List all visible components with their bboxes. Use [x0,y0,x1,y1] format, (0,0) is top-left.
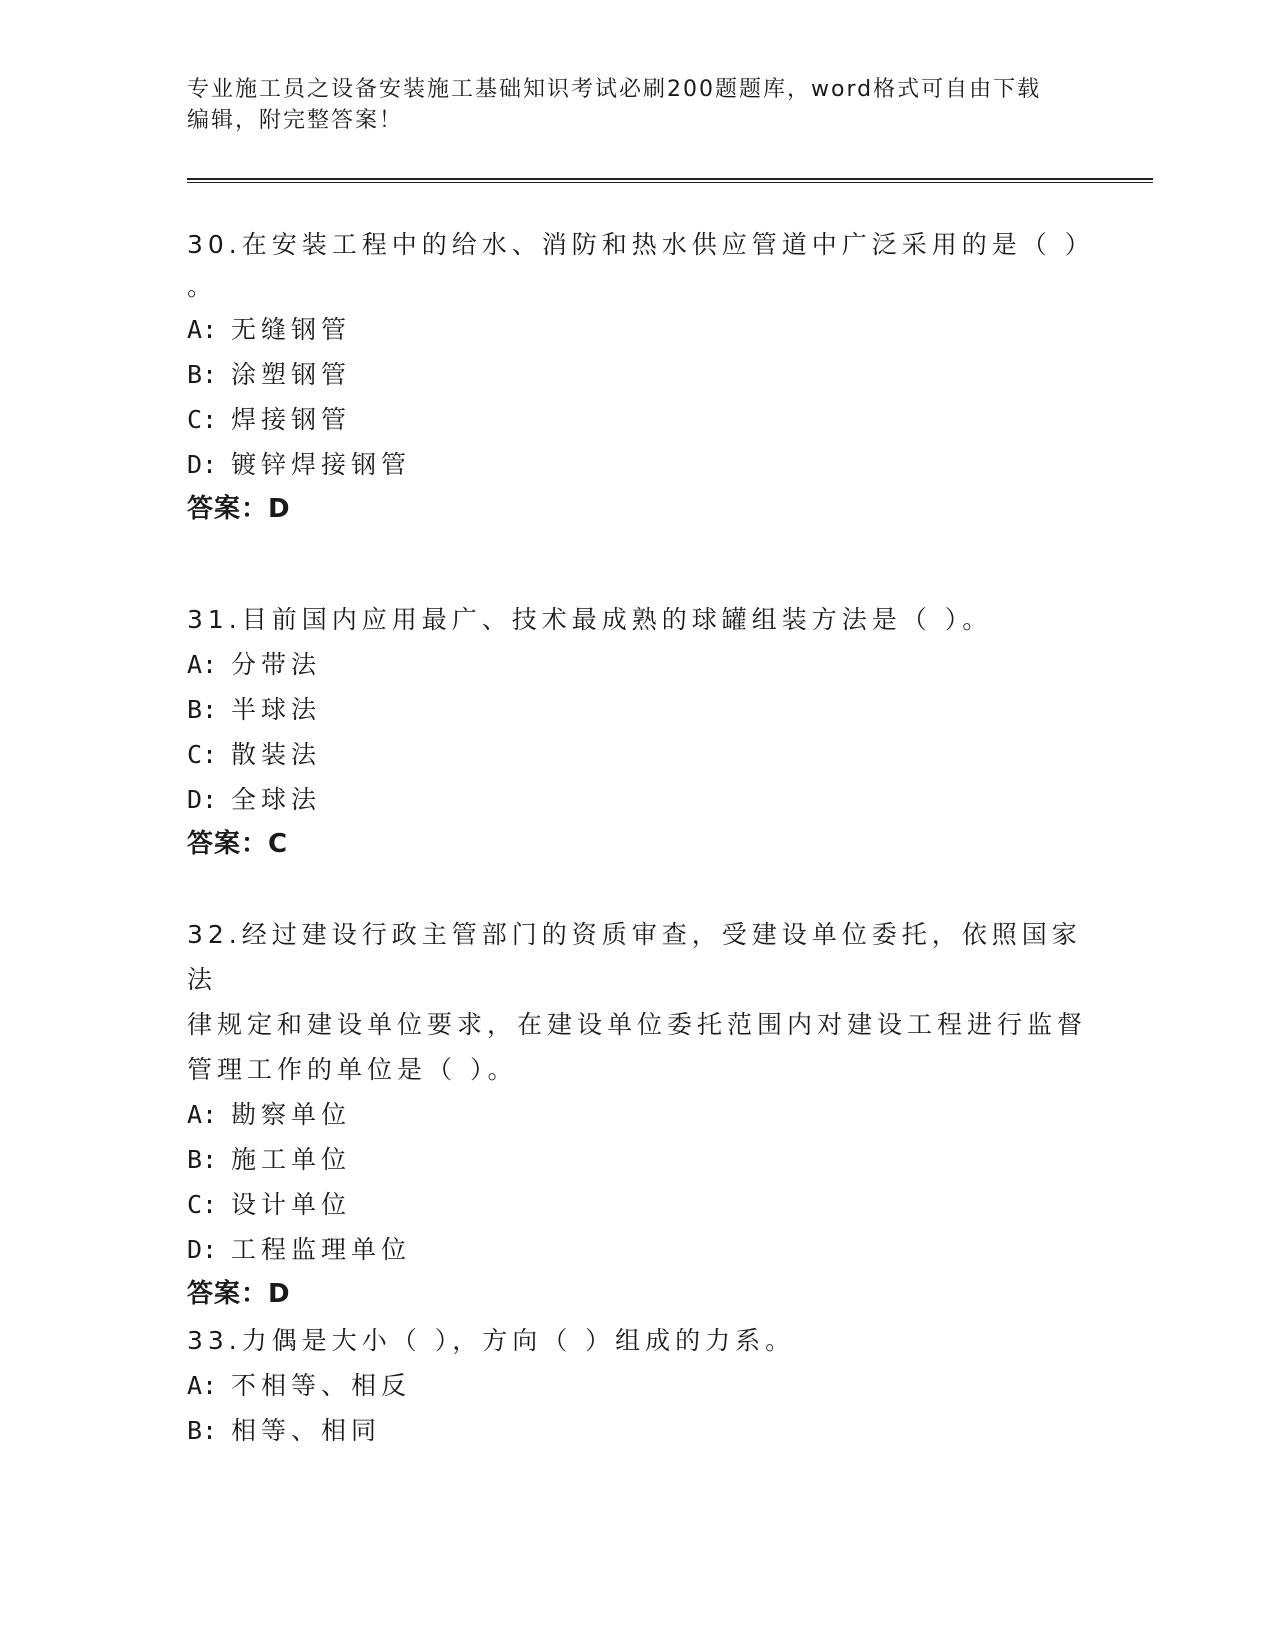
option-c [187,1182,1087,1227]
question-stem: 30.在安装工程中的给水、消防和热水供应管道中广泛采用的是（ ） [187,230,1095,259]
question-stem-cont: 管理工作的单位是（ ）。 [187,1055,518,1084]
option-c [187,732,1087,777]
option-text: 设计单位 [231,1190,352,1219]
header-divider [187,178,1153,183]
option-letter: C: [187,740,218,769]
option-text: 全球法 [231,785,322,814]
answer: 答案：D [187,494,291,524]
option-letter: B: [187,695,218,724]
question-stem: 33.力偶是大小（ ），方向（ ）组成的力系。 [187,1326,796,1355]
option-text: 不相等、相反 [231,1371,412,1400]
question-stem-cont: 律规定和建设单位要求，在建设单位委托范围内对建设工程进行监督 [187,1010,1088,1039]
option-a [187,1363,1087,1408]
option-text: 焊接钢管 [231,405,352,434]
question-30 [187,222,1095,532]
option-d [187,1227,1087,1272]
option-text: 半球法 [231,695,322,724]
header-line-2: 编辑，附完整答案！ [187,108,404,133]
option-letter: A: [187,315,218,344]
option-b [187,1137,1087,1182]
option-text: 散装法 [231,740,322,769]
option-a [187,307,1087,352]
option-c [187,397,1087,442]
question-32 [187,912,1087,1317]
option-letter: B: [187,360,218,389]
option-letter: A: [187,1100,218,1129]
option-letter: B: [187,1416,218,1445]
option-d [187,777,1087,822]
option-text: 施工单位 [231,1145,352,1174]
header-line-1: 专业施工员之设备安装施工基础知识考试必刷200题题库，word格式可自由下载 [187,77,1042,102]
option-text: 勘察单位 [231,1100,352,1129]
question-31 [187,597,1087,867]
option-letter: D: [187,450,218,479]
option-letter: C: [187,405,218,434]
option-letter: A: [187,1371,218,1400]
question-33 [187,1318,1087,1453]
option-text: 相等、相同 [231,1416,382,1445]
option-letter: B: [187,1145,218,1174]
option-b [187,687,1087,732]
option-letter: D: [187,785,218,814]
option-text: 分带法 [231,650,322,679]
question-stem: 32.经过建设行政主管部门的资质审查，受建设单位委托，依照国家法 [187,920,1082,994]
option-b [187,1408,1087,1453]
option-letter: C: [187,1190,218,1219]
option-text: 涂塑钢管 [231,360,352,389]
option-b [187,352,1087,397]
option-a [187,642,1087,687]
answer: 答案：D [187,1279,291,1309]
answer: 答案：C [187,829,289,859]
option-letter: D: [187,1235,218,1264]
question-stem: 31.目前国内应用最广、技术最成熟的球罐组装方法是（ ）。 [187,605,993,634]
option-text: 无缝钢管 [231,315,352,344]
option-letter: A: [187,650,218,679]
document-header [187,74,1087,136]
option-text: 镀锌焊接钢管 [231,450,412,479]
option-d [187,442,1087,487]
option-text: 工程监理单位 [231,1235,412,1264]
question-stem-cont: 。 [187,272,218,301]
option-a [187,1092,1087,1137]
